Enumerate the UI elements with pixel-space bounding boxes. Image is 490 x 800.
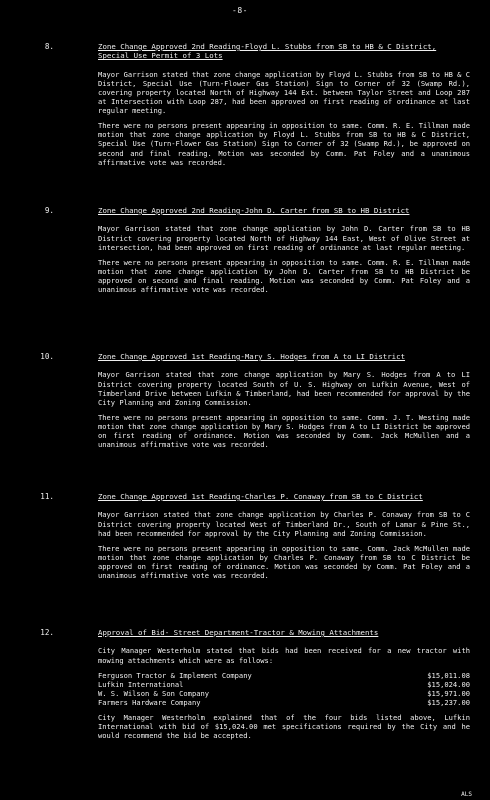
bid-list bbox=[98, 671, 470, 707]
item-heading-text: Zone Change Approved 2nd Reading-Floyd L. Stubbs from SB to HB & C District, Special Use Permit of 3 Lots bbox=[98, 42, 437, 61]
item-number: 9. bbox=[44, 206, 54, 215]
bid-amount: $15,011.08 bbox=[427, 670, 470, 680]
item-paragraph: There were no persons present appearing in opposition to same. Comm. R. E. Tillman made motion that zone change application by John D. Carter from SB to HB District be approved on second and final reading. Motion was seconded by Comm. Pat Foley and a unanimous affirmative vote was recorded. bbox=[98, 257, 470, 294]
bid-amount: $15,971.00 bbox=[427, 688, 470, 698]
item-heading bbox=[98, 206, 470, 215]
item-paragraph: City Manager Westerholm stated that bids had been received for a new tractor with mowing attachments which were as follows: bbox=[98, 646, 470, 665]
agenda-item bbox=[44, 42, 470, 173]
item-number: 8. bbox=[44, 42, 54, 51]
agenda-item bbox=[40, 352, 470, 455]
item-paragraph: Mayor Garrison stated that zone change application by Charles P. Conaway from SB to C District covering property located West of Timberland Dr., South of Lamar & Pine St., had been recommended for approval by the City Planning and Zoning Commission. bbox=[98, 510, 470, 538]
item-heading bbox=[98, 492, 470, 501]
bid-row bbox=[98, 680, 470, 689]
agenda-item bbox=[44, 206, 470, 300]
item-number: 10. bbox=[40, 352, 54, 361]
corner-mark: ALS bbox=[461, 791, 472, 798]
item-heading bbox=[98, 42, 470, 61]
item-heading-text: Zone Change Approved 2nd Reading-John D. Carter from SB to HB District bbox=[98, 206, 410, 215]
item-paragraph: Mayor Garrison stated that zone change application by Mary S. Hodges from A to LI District covering property located South of U. S. Highway on Lufkin Avenue, West of Timberland Drive between Lufkin & Timberland, had been recommended for approval by the City Planning and Zoning Commission. bbox=[98, 370, 470, 407]
item-paragraph: There were no persons present appearing in opposition to same. Comm. Jack McMullen made motion that zone change application by Charles P. Conaway from SB to C District be approved on first reading of ordinance. Motion was seconded by Comm. Pat Foley and a unanimous affirmative vote was recorded. bbox=[98, 543, 470, 580]
bid-amount: $15,024.00 bbox=[427, 679, 470, 689]
item-paragraph: Mayor Garrison stated that zone change application by John D. Carter from SB to HB District covering property located North of Highway 144 East, West of Olive Street at intersection, had been approved on first reading of ordinance at last regular meeting. bbox=[98, 224, 470, 252]
bid-row bbox=[98, 689, 470, 698]
bid-row bbox=[98, 671, 470, 680]
item-heading-text: Zone Change Approved 1st Reading-Charles P. Conaway from SB to C District bbox=[98, 492, 423, 501]
bid-vendor: Lufkin International bbox=[98, 679, 184, 689]
page-number: -8- bbox=[232, 6, 248, 15]
bid-vendor: Farmers Hardware Company bbox=[98, 697, 201, 707]
item-heading-text: Zone Change Approved 1st Reading-Mary S. Hodges from A to LI District bbox=[98, 352, 406, 361]
agenda-item bbox=[40, 628, 470, 746]
bid-vendor: Ferguson Tractor & Implement Company bbox=[98, 670, 252, 680]
bid-vendor: W. S. Wilson & Son Company bbox=[98, 688, 210, 698]
item-number: 12. bbox=[40, 628, 54, 637]
item-paragraph: There were no persons present appearing in opposition to same. Comm. R. E. Tillman made motion that zone change application by Floyd L. Stubbs from SB to HB & C District, Special Use (Turn-Flower Gas Station) Sign to Corner of 32 (Swamp Rd.), be approved on second and final reading. Motion was seconded by Comm. Pat Foley and a unanimous affirmative vote was recorded. bbox=[98, 121, 470, 167]
item-heading bbox=[98, 628, 470, 637]
bid-row bbox=[98, 698, 470, 707]
agenda-item bbox=[40, 492, 470, 586]
bid-amount: $15,237.00 bbox=[427, 697, 470, 707]
item-paragraph: City Manager Westerholm explained that of the four bids listed above, Lufkin International with bid of $15,024.00 met specifications required by the City and he would recommend the bid be accepted. bbox=[98, 712, 470, 741]
item-heading-text: Approval of Bid- Street Department-Tractor & Mowing Attachments bbox=[98, 628, 379, 637]
item-number: 11. bbox=[40, 492, 54, 501]
item-heading bbox=[98, 352, 470, 361]
item-paragraph: There were no persons present appearing in opposition to same. Comm. J. T. Westing made motion that zone change application by Mary S. Hodges from A to LI District be approved on first reading of ordinance. Motion was seconded by Comm. Jack McMullen and a unanimous affirmative vote was recorded. bbox=[98, 412, 470, 450]
item-paragraph: Mayor Garrison stated that zone change application by Floyd L. Stubbs from SB to HB & C District, Special Use (Turn-Flower Gas Station) Sign to Corner of 32 (Swamp Rd.), covering property located North of Highway 144 Ext. between Taylor Street and Loop 287 at Intersection with Loop 287, had been approved on first reading of ordinance at last regular meeting. bbox=[98, 69, 470, 116]
